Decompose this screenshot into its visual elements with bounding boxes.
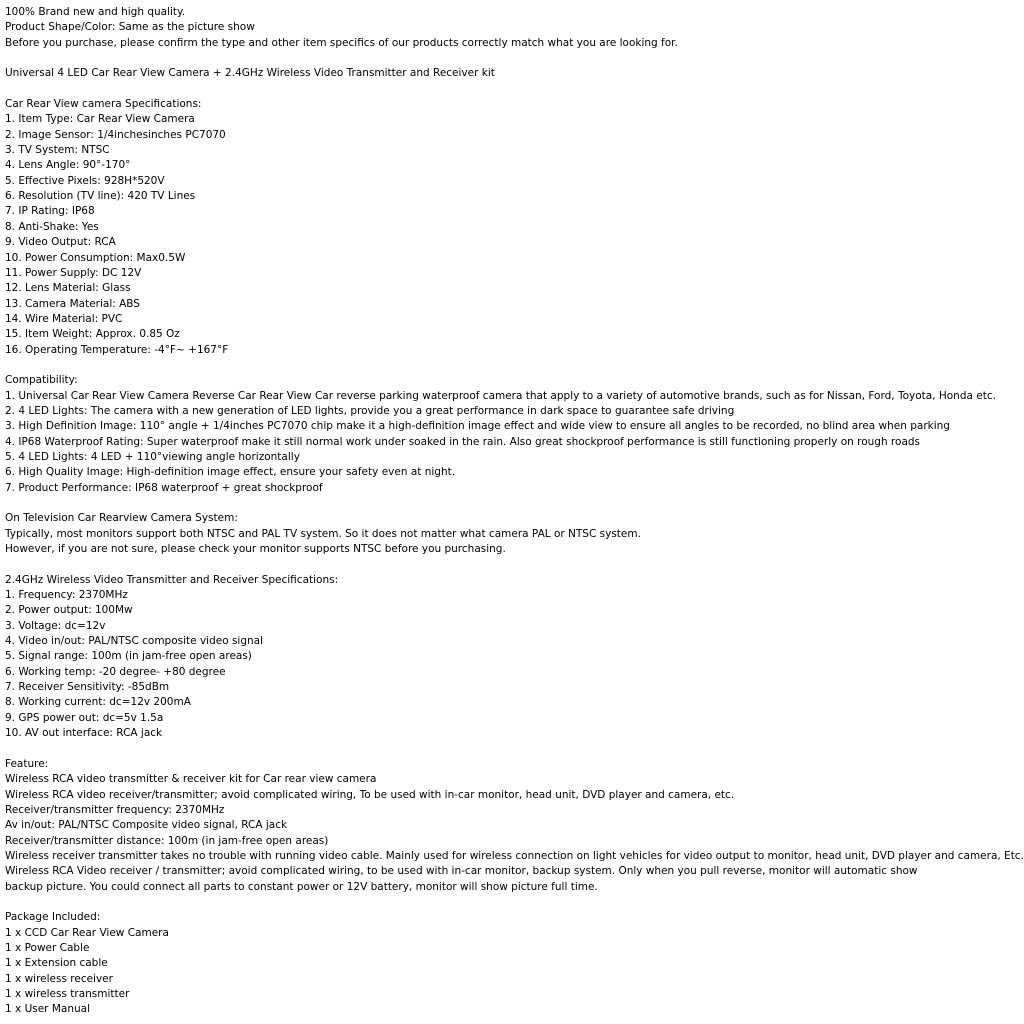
feature-item: Receiver/transmitter frequency: 2370MHz: [5, 803, 225, 816]
feature-item: Av in/out: PAL/NTSC Composite video signal, RCA jack: [5, 819, 288, 832]
feature-section: [5, 757, 1024, 895]
product-title: Universal 4 LED Car Rear View Camera + 2.4GHz Wireless Video Transmitter and Receiver kit: [5, 67, 495, 80]
compatibility-item: 2. 4 LED Lights: The camera with a new generation of LED lights, provide you a great performance in dark space to guarantee safe driving: [5, 404, 735, 417]
spec-item: 14. Wire Material: PVC: [5, 312, 123, 325]
section-heading: On Television Car Rearview Camera System:: [5, 512, 238, 525]
camera-specs-section: [5, 97, 1019, 358]
compatibility-item: 3. High Definition Image: 110° angle + 1/4inches PC7070 chip make it a high-definition image effect and wide view to ensure all angles to be recorded, no blind area when parking: [5, 420, 950, 433]
spec-item: 1. Item Type: Car Rear View Camera: [5, 113, 195, 126]
tv-system-line: However, if you are not sure, please check your monitor supports NTSC before you purchasing.: [5, 543, 506, 556]
spacer: [5, 82, 1019, 97]
spec-item: 2. Image Sensor: 1/4inchesinches PC7070: [5, 128, 226, 141]
spec-item: 12. Lens Material: Glass: [5, 282, 131, 295]
section-heading: 2.4GHz Wireless Video Transmitter and Receiver Specifications:: [5, 573, 339, 586]
package-item: 1 x Power Cable: [5, 941, 90, 954]
spec-item: 3. TV System: NTSC: [5, 144, 110, 157]
spacer: [5, 742, 1019, 757]
intro-line: 100% Brand new and high quality.: [5, 6, 186, 18]
spec-item: 13. Camera Material: ABS: [5, 297, 140, 310]
feature-item: Wireless receiver transmitter takes no trouble with running video cable. Mainly used for wireless connection on light vehicles for video output to monitor, head unit, DVD player and camera, Etc.: [5, 849, 1024, 862]
section-heading: Feature:: [5, 757, 49, 770]
feature-item: Wireless RCA video receiver/transmitter; avoid complicated wiring, To be used with in-car monitor, head unit, DVD player and camera, etc.: [5, 788, 735, 801]
spec-item: 16. Operating Temperature: -4°F~ +167°F: [5, 343, 229, 356]
spec-item: 3. Voltage: dc=12v: [5, 619, 106, 632]
spec-item: 10. AV out interface: RCA jack: [5, 727, 163, 740]
spacer: [5, 51, 1019, 66]
spec-item: 6. Working temp: -20 degree- +80 degree: [5, 665, 226, 678]
feature-item: Wireless RCA video transmitter & receiver kit for Car rear view camera: [5, 773, 377, 786]
compatibility-item: 7. Product Performance: IP68 waterproof + great shockproof: [5, 481, 323, 494]
intro-section: [5, 5, 1019, 51]
feature-item: Wireless RCA Video receiver / transmitter; avoid complicated wiring, to be used with in-car monitor, backup system. Only when you pull reverse, monitor will automatic show backup picture. You could connect all parts to constant power or 12V battery, monitor will show picture full time.: [5, 865, 918, 893]
section-heading: Package Included:: [5, 911, 101, 924]
package-section: [5, 910, 1019, 1017]
spec-item: 15. Item Weight: Approx. 0.85 Oz: [5, 328, 180, 341]
compatibility-item: 4. IP68 Waterproof Rating: Super waterproof make it still normal work under soaked in the rain. Also great shockproof performance is still functioning properly on rough roads: [5, 435, 921, 448]
spec-item: 10. Power Consumption: Max0.5W: [5, 251, 186, 264]
spec-item: 5. Signal range: 100m (in jam-free open areas): [5, 650, 252, 663]
spec-item: 8. Anti-Shake: Yes: [5, 220, 99, 233]
package-item: 1 x wireless receiver: [5, 972, 113, 985]
spacer: [5, 557, 1019, 572]
spec-item: 2. Power output: 100Mw: [5, 604, 133, 617]
compatibility-section: [5, 373, 1019, 496]
section-heading: Compatibility:: [5, 374, 78, 387]
spec-item: 4. Video in/out: PAL/NTSC composite video signal: [5, 635, 264, 648]
intro-line: Before you purchase, please confirm the type and other item specifics of our products correctly match what you are looking for.: [5, 36, 678, 49]
spec-item: 1. Frequency: 2370MHz: [5, 589, 128, 602]
package-item: 1 x wireless transmitter: [5, 988, 130, 1000]
spec-item: 9. GPS power out: dc=5v 1.5a: [5, 711, 164, 724]
compatibility-item: 6. High Quality Image: High-definition image effect, ensure your safety even at night.: [5, 466, 456, 479]
spacer: [5, 895, 1019, 910]
wireless-specs-section: [5, 573, 1019, 742]
spec-item: 7. Receiver Sensitivity: -85dBm: [5, 681, 170, 694]
compatibility-item: 5. 4 LED Lights: 4 LED + 110°viewing angle horizontally: [5, 450, 300, 463]
section-heading: Car Rear View camera Specifications:: [5, 98, 202, 111]
spec-item: 9. Video Output: RCA: [5, 236, 116, 249]
spec-item: 7. IP Rating: IP68: [5, 205, 95, 218]
package-item: 1 x User Manual: [5, 1003, 90, 1016]
spacer: [5, 496, 1019, 511]
intro-line: Product Shape/Color: Same as the picture show: [5, 21, 255, 34]
spec-item: 6. Resolution (TV line): 420 TV Lines: [5, 190, 196, 203]
package-item: 1 x CCD Car Rear View Camera: [5, 926, 169, 939]
spec-item: 11. Power Supply: DC 12V: [5, 266, 142, 279]
compatibility-item: 1. Universal Car Rear View Camera Reverse Car Rear View Car reverse parking waterproof camera that apply to a variety of automotive brands, such as for Nissan, Ford, Toyota, Honda etc.: [5, 389, 996, 402]
tv-system-section: [5, 511, 1019, 557]
spec-item: 8. Working current: dc=12v 200mA: [5, 696, 191, 709]
package-item: 1 x Extension cable: [5, 957, 108, 970]
feature-item: Receiver/transmitter distance: 100m (in jam-free open areas): [5, 834, 329, 847]
spec-item: 4. Lens Angle: 90°-170°: [5, 159, 131, 172]
tv-system-line: Typically, most monitors support both NTSC and PAL TV system. So it does not matter what camera PAL or NTSC system.: [5, 527, 641, 540]
product-description-document: [5, 5, 1024, 1018]
spec-item: 5. Effective Pixels: 928H*520V: [5, 174, 165, 187]
spacer: [5, 358, 1019, 373]
